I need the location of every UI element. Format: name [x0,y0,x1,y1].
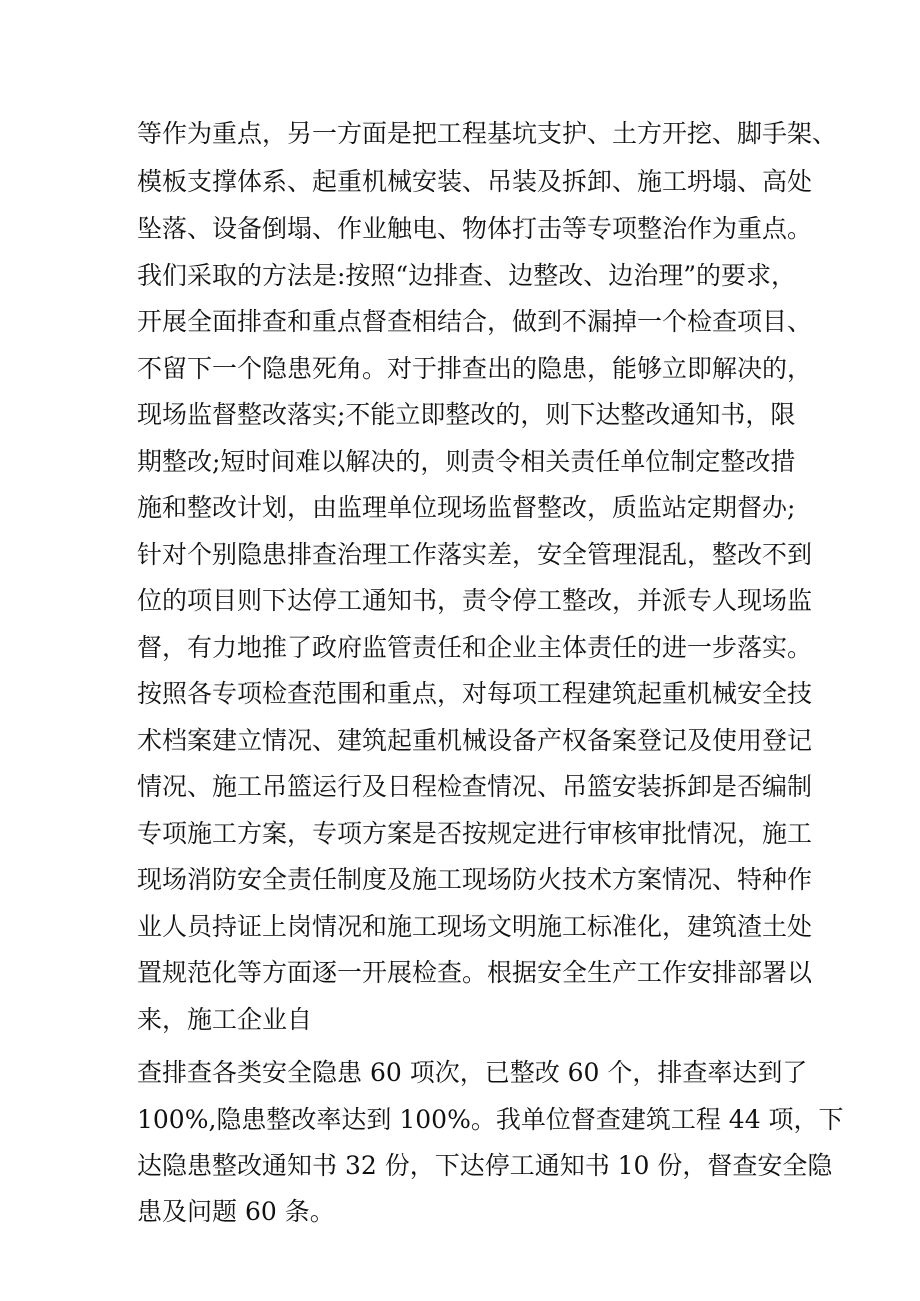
text-line: 我们采取的方法是:按照“边排查、边整改、边治理”的要求， [137,261,796,290]
text-line: 按照各专项检查范围和重点，对每项工程建筑起重机械安全技 [137,679,813,708]
text-line: 达隐患整改通知书 32 份，下达停工通知书 10 份，督查安全隐 [137,1151,833,1180]
text-line: 患及问题 60 条。 [137,1197,335,1226]
text-line: 施和整改计划，由监理单位现场监督整改，质监站定期督办; [137,493,796,522]
text-line: 期整改;短时间难以解决的，则责令相关责任单位制定整改措 [137,447,796,476]
text-line: 专项施工方案，专项方案是否按规定进行审核审批情况，施工 [137,819,813,848]
text-line: 开展全面排查和重点督查相结合，做到不漏掉一个检查项目、 [137,307,813,336]
text-line: 不留下一个隐患死角。对于排查出的隐患，能够立即解决的， [137,354,813,383]
text-line: 坠落、设备倒塌、作业触电、物体打击等专项整治作为重点。 [137,214,813,243]
text-line: 针对个别隐患排查治理工作落实差，安全管理混乱，整改不到 [137,540,813,569]
text-line: 查排查各类安全隐患 60 项次，已整改 60 个，排查率达到了 [137,1058,808,1087]
text-line: 100%,隐患整改率达到 100%。我单位督查建筑工程 44 项，下 [137,1105,844,1134]
text-line: 等作为重点，另一方面是把工程基坑支护、土方开挖、脚手架、 [137,119,838,148]
text-line: 置规范化等方面逐一开展检查。根据安全生产工作安排部署以 [137,958,813,987]
text-line: 位的项目则下达停工通知书，责令停工整改，并派专人现场监 [137,586,813,615]
text-line: 督，有力地推了政府监管责任和企业主体责任的进一步落实。 [137,633,813,662]
text-line: 情况、施工吊篮运行及日程检查情况、吊篮安装拆卸是否编制 [137,772,813,801]
text-line: 来，施工企业自 [137,1005,313,1034]
text-line: 模板支撑体系、起重机械安装、吊装及拆卸、施工坍塌、高处 [137,167,813,196]
text-line: 现场监督整改落实;不能立即整改的，则下达整改通知书，限 [137,400,796,429]
text-line: 现场消防安全责任制度及施工现场防火技术方案情况、特种作 [137,865,813,894]
text-line: 业人员持证上岗情况和施工现场文明施工标准化，建筑渣土处 [137,912,813,941]
text-line: 术档案建立情况、建筑起重机械设备产权备案登记及使用登记 [137,726,813,755]
